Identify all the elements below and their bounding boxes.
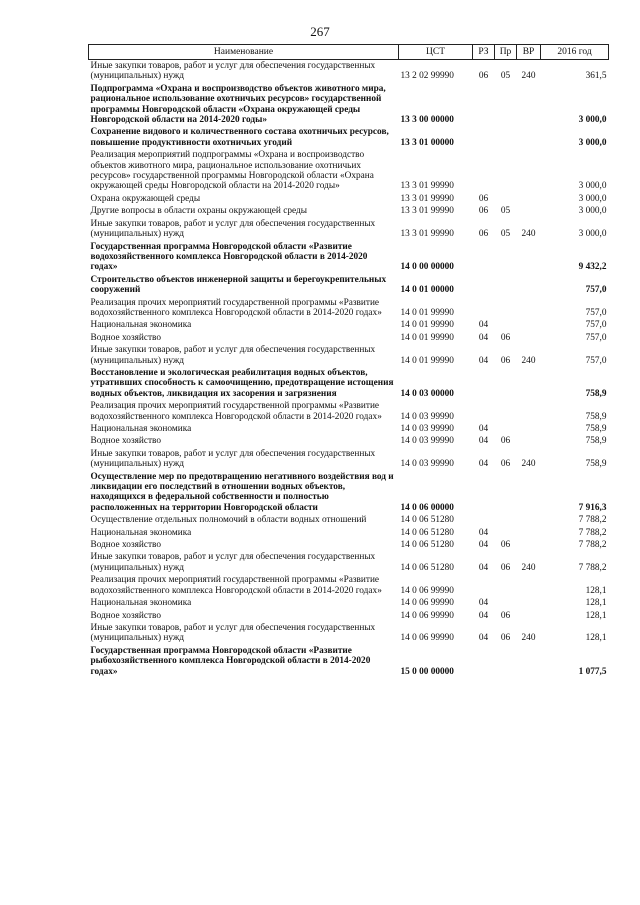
cell-pr — [495, 527, 517, 539]
cell-rz — [473, 149, 495, 193]
cell-cst: 14 0 06 51280 — [400, 540, 454, 551]
cell-rz: 04 — [478, 598, 489, 609]
cell-name: Национальная экономика — [90, 424, 192, 434]
table-row — [89, 83, 609, 127]
cell-pr — [495, 193, 517, 205]
cell-cst: 14 0 01 99990 — [400, 355, 454, 366]
cell-rz: 04 — [478, 424, 489, 434]
cell-sum: 7 788,2 — [578, 527, 607, 538]
cell-sum: 758,9 — [585, 436, 607, 447]
cell-sum: 3 000,0 — [578, 137, 607, 148]
cell-name: Государственная программа Новгородской области «Развитие водохозяйственного комплекса Новгородской области в 2014-2020 годах» — [90, 241, 368, 273]
cell-name: Иные закупки товаров, работ и услуг для обеспечения государственных (муниципальных) нужд — [90, 622, 376, 644]
cell-rz — [473, 126, 495, 149]
cell-cst: 13 2 02 99990 — [400, 71, 454, 82]
cell-cst: 14 0 06 99990 — [400, 598, 454, 609]
cell-cst: 14 0 06 51280 — [400, 527, 454, 538]
cell-cst: 14 0 06 99990 — [400, 633, 454, 644]
cell-pr — [495, 241, 517, 274]
cell-cst: 13 3 01 99990 — [400, 193, 454, 204]
cell-pr: 06 — [500, 332, 511, 343]
cell-cst: 14 0 01 99990 — [400, 320, 454, 331]
table-row — [89, 514, 609, 526]
cell-rz — [473, 645, 495, 678]
cell-name: Иные закупки товаров, работ и услуг для обеспечения государственных (муниципальных) нужд — [90, 448, 376, 470]
header-pr: Пр — [495, 45, 517, 60]
cell-cst: 14 0 03 99990 — [400, 411, 454, 422]
cell-vr — [517, 126, 541, 149]
cell-sum: 3 000,0 — [578, 181, 607, 192]
cell-cst: 14 0 06 51280 — [400, 515, 454, 526]
table-row — [89, 645, 609, 678]
cell-rz: 04 — [478, 436, 489, 447]
cell-pr: 05 — [500, 206, 511, 217]
cell-vr — [517, 527, 541, 539]
table-row — [89, 574, 609, 597]
header-rz: РЗ — [473, 45, 495, 60]
cell-vr — [517, 610, 541, 622]
cell-pr — [495, 367, 517, 400]
table-header — [89, 45, 609, 60]
cell-rz — [473, 400, 495, 423]
cell-rz: 04 — [478, 610, 489, 621]
cell-sum: 757,0 — [585, 355, 607, 366]
cell-pr: 06 — [500, 610, 511, 621]
cell-pr — [495, 274, 517, 297]
cell-rz: 06 — [478, 206, 489, 217]
cell-cst: 14 0 06 99990 — [400, 610, 454, 621]
cell-vr — [517, 645, 541, 678]
cell-name: Национальная экономика — [90, 598, 192, 609]
cell-vr: 240 — [521, 355, 536, 366]
table-row — [89, 193, 609, 205]
cell-name: Другие вопросы в области охраны окружающей среды — [90, 206, 307, 217]
cell-sum: 758,9 — [585, 459, 607, 470]
header-cst: ЦСТ — [399, 45, 473, 60]
cell-sum: 128,1 — [585, 610, 607, 621]
cell-sum: 757,0 — [585, 332, 607, 343]
cell-vr — [517, 241, 541, 274]
cell-sum: 757,0 — [585, 285, 607, 296]
cell-sum: 758,9 — [585, 424, 607, 434]
cell-sum: 9 432,2 — [578, 262, 607, 273]
header-vr: ВР — [517, 45, 541, 60]
cell-pr — [495, 83, 517, 127]
cell-name: Реализация прочих мероприятий государственной программы «Развитие водохозяйственного комплекса Новгородской области в 2014-2020 годах» — [90, 297, 382, 318]
cell-sum: 758,9 — [585, 388, 607, 399]
table-row — [89, 435, 609, 447]
table-row — [89, 597, 609, 609]
cell-name: Осуществление отдельных полномочий в области водных отношений — [90, 515, 367, 526]
cell-cst: 14 0 03 99990 — [400, 459, 454, 470]
cell-sum: 361,5 — [585, 71, 607, 82]
cell-vr — [517, 319, 541, 331]
cell-cst: 14 0 01 99990 — [400, 307, 454, 318]
cell-name: Реализация прочих мероприятий государственной программы «Развитие водохозяйственного комплекса Новгородской области в 2014-2020 годах» — [90, 575, 382, 596]
table-body — [89, 60, 609, 678]
cell-rz — [473, 514, 495, 526]
cell-rz — [473, 574, 495, 597]
cell-cst: 14 0 01 00000 — [400, 285, 454, 296]
cell-name: Иные закупки товаров, работ и услуг для обеспечения государственных (муниципальных) нужд — [90, 345, 376, 366]
cell-name: Восстановление и экологическая реабилитация водных объектов, утративших способность к самоочищению, предотвращение истощения водных объектов, ликвидация их засорения и загрязнения — [90, 367, 394, 399]
cell-rz — [473, 367, 495, 400]
cell-rz: 04 — [478, 633, 489, 644]
cell-name: Реализация мероприятий подпрограммы «Охрана и воспроизводство объектов животного мира, рациональное использование охотничьих ресурсов» государственной программы Новгородской области «Охрана окружающей среды Новгородской области на 2014-2020 годы» — [90, 150, 374, 192]
cell-rz — [473, 83, 495, 127]
cell-name: Строительство объектов инженерной защиты и берегоукрепительных сооружений — [90, 274, 387, 296]
cell-vr: 240 — [521, 229, 536, 240]
cell-cst: 14 0 01 99990 — [400, 332, 454, 343]
cell-rz — [473, 471, 495, 515]
table-row — [89, 400, 609, 423]
header-name: Наименование — [89, 45, 399, 60]
table-row — [89, 241, 609, 274]
cell-name: Водное хозяйство — [90, 332, 162, 343]
cell-name: Охрана окружающей среды — [90, 193, 201, 204]
cell-vr — [517, 400, 541, 423]
cell-rz — [473, 297, 495, 320]
cell-pr: 05 — [500, 71, 511, 82]
cell-name: Реализация прочих мероприятий государственной программы «Развитие водохозяйственного комплекса Новгородской области в 2014-2020 годах» — [90, 401, 382, 422]
cell-vr — [517, 539, 541, 551]
cell-sum: 128,1 — [585, 585, 607, 596]
cell-name: Водное хозяйство — [90, 610, 162, 621]
table-row — [89, 423, 609, 435]
cell-rz: 04 — [478, 332, 489, 343]
cell-vr — [517, 597, 541, 609]
cell-vr — [517, 274, 541, 297]
cell-name: Осуществление мер по предотвращению негативного воздействия вод и ликвидации его последствий в отношении водных объектов, находящихся в федеральной собственности и полностью расположенных на территории Новгородской области — [90, 471, 394, 513]
cell-sum: 128,1 — [585, 633, 607, 644]
cell-sum: 758,9 — [585, 411, 607, 422]
cell-sum: 757,0 — [585, 320, 607, 331]
cell-cst: 14 0 03 00000 — [400, 388, 454, 399]
cell-rz — [473, 241, 495, 274]
cell-cst: 14 0 06 99990 — [400, 585, 454, 596]
table-row — [89, 539, 609, 551]
cell-vr — [517, 297, 541, 320]
cell-pr: 06 — [500, 633, 511, 644]
cell-vr: 240 — [521, 562, 536, 573]
cell-pr: 06 — [500, 562, 511, 573]
cell-vr — [517, 471, 541, 515]
cell-rz: 04 — [478, 355, 489, 366]
cell-pr — [495, 574, 517, 597]
cell-vr — [517, 332, 541, 344]
cell-sum: 7 788,2 — [578, 540, 607, 551]
table-row — [89, 527, 609, 539]
page-number: 267 — [310, 24, 330, 39]
table-row — [89, 471, 609, 515]
budget-table — [88, 44, 609, 678]
cell-rz: 04 — [478, 459, 489, 470]
cell-cst: 13 3 01 99990 — [400, 229, 454, 240]
cell-pr — [495, 126, 517, 149]
cell-cst: 13 3 01 00000 — [400, 137, 454, 148]
cell-rz — [473, 274, 495, 297]
cell-pr — [495, 423, 517, 435]
cell-vr — [517, 367, 541, 400]
cell-pr: 06 — [500, 436, 511, 447]
table-row — [89, 551, 609, 574]
cell-name: Водное хозяйство — [90, 540, 162, 551]
cell-cst: 15 0 00 00000 — [400, 666, 454, 677]
cell-vr — [517, 514, 541, 526]
cell-vr — [517, 205, 541, 217]
cell-sum: 3 000,0 — [578, 206, 607, 217]
cell-vr — [517, 435, 541, 447]
cell-pr — [495, 400, 517, 423]
cell-vr — [517, 193, 541, 205]
cell-pr — [495, 319, 517, 331]
cell-rz: 04 — [478, 562, 489, 573]
table-row — [89, 344, 609, 367]
cell-rz: 06 — [478, 71, 489, 82]
table-row — [89, 610, 609, 622]
cell-cst: 13 3 01 99990 — [400, 181, 454, 192]
cell-name: Национальная экономика — [90, 320, 192, 331]
cell-cst: 14 0 00 00000 — [400, 262, 454, 273]
cell-rz: 04 — [478, 320, 489, 331]
cell-vr — [517, 149, 541, 193]
cell-name: Сохранение видового и количественного состава охотничьих ресурсов, повышение продуктивности охотничьих угодий — [90, 127, 389, 148]
cell-sum: 7 916,3 — [578, 502, 607, 513]
cell-rz: 06 — [478, 193, 489, 204]
cell-pr: 06 — [500, 355, 511, 366]
table-row — [89, 622, 609, 645]
cell-vr — [517, 83, 541, 127]
cell-cst: 13 3 00 00000 — [400, 115, 454, 126]
table-row — [89, 367, 609, 400]
cell-pr: 06 — [500, 459, 511, 470]
cell-cst: 14 0 03 99990 — [400, 424, 454, 434]
cell-vr: 240 — [521, 71, 536, 82]
cell-sum: 757,0 — [585, 307, 607, 318]
table-row — [89, 448, 609, 471]
table-row — [89, 274, 609, 297]
cell-sum: 7 788,2 — [578, 562, 607, 573]
table-row — [89, 149, 609, 193]
cell-cst: 13 3 01 99990 — [400, 206, 454, 217]
cell-name: Иные закупки товаров, работ и услуг для обеспечения государственных (муниципальных) нужд — [90, 61, 376, 82]
cell-pr — [495, 597, 517, 609]
cell-name: Водное хозяйство — [90, 436, 162, 447]
cell-pr — [495, 149, 517, 193]
cell-pr — [495, 645, 517, 678]
cell-rz: 06 — [478, 229, 489, 240]
table-row — [89, 126, 609, 149]
cell-vr: 240 — [521, 459, 536, 470]
cell-cst: 14 0 03 99990 — [400, 436, 454, 447]
cell-name: Подпрограмма «Охрана и воспроизводство объектов животного мира, рациональное использование охотничьих ресурсов» государственной программы Новгородской области «Охрана окружающей среды Новгородской области на 2014-2020 годы» — [90, 83, 386, 126]
cell-cst: 14 0 06 51280 — [400, 562, 454, 573]
cell-vr: 240 — [521, 633, 536, 644]
cell-vr — [517, 423, 541, 435]
cell-sum: 7 788,2 — [578, 515, 607, 526]
cell-rz: 04 — [478, 540, 489, 551]
cell-pr: 05 — [500, 229, 511, 240]
cell-sum: 3 000,0 — [578, 229, 607, 240]
table-row — [89, 60, 609, 83]
cell-sum: 3 000,0 — [578, 115, 607, 126]
cell-sum: 3 000,0 — [578, 193, 607, 204]
cell-vr — [517, 574, 541, 597]
cell-pr: 06 — [500, 540, 511, 551]
cell-rz: 04 — [478, 527, 489, 538]
cell-sum: 128,1 — [585, 598, 607, 609]
cell-name: Иные закупки товаров, работ и услуг для обеспечения государственных (муниципальных) нужд — [90, 552, 376, 573]
cell-pr — [495, 514, 517, 526]
table-row — [89, 319, 609, 331]
table-row — [89, 297, 609, 320]
table-row — [89, 218, 609, 241]
table-row — [89, 332, 609, 344]
cell-name: Национальная экономика — [90, 527, 192, 538]
cell-cst: 14 0 06 00000 — [400, 502, 454, 513]
table-row — [89, 205, 609, 217]
cell-pr — [495, 471, 517, 515]
cell-name: Государственная программа Новгородской области «Развитие рыбохозяйственного комплекса Новгородской области в 2014-2020 годах» — [90, 645, 371, 677]
cell-sum: 1 077,5 — [578, 666, 607, 677]
cell-name: Иные закупки товаров, работ и услуг для обеспечения государственных (муниципальных) нужд — [90, 218, 376, 240]
header-sum: 2016 год — [541, 45, 609, 60]
cell-pr — [495, 297, 517, 320]
